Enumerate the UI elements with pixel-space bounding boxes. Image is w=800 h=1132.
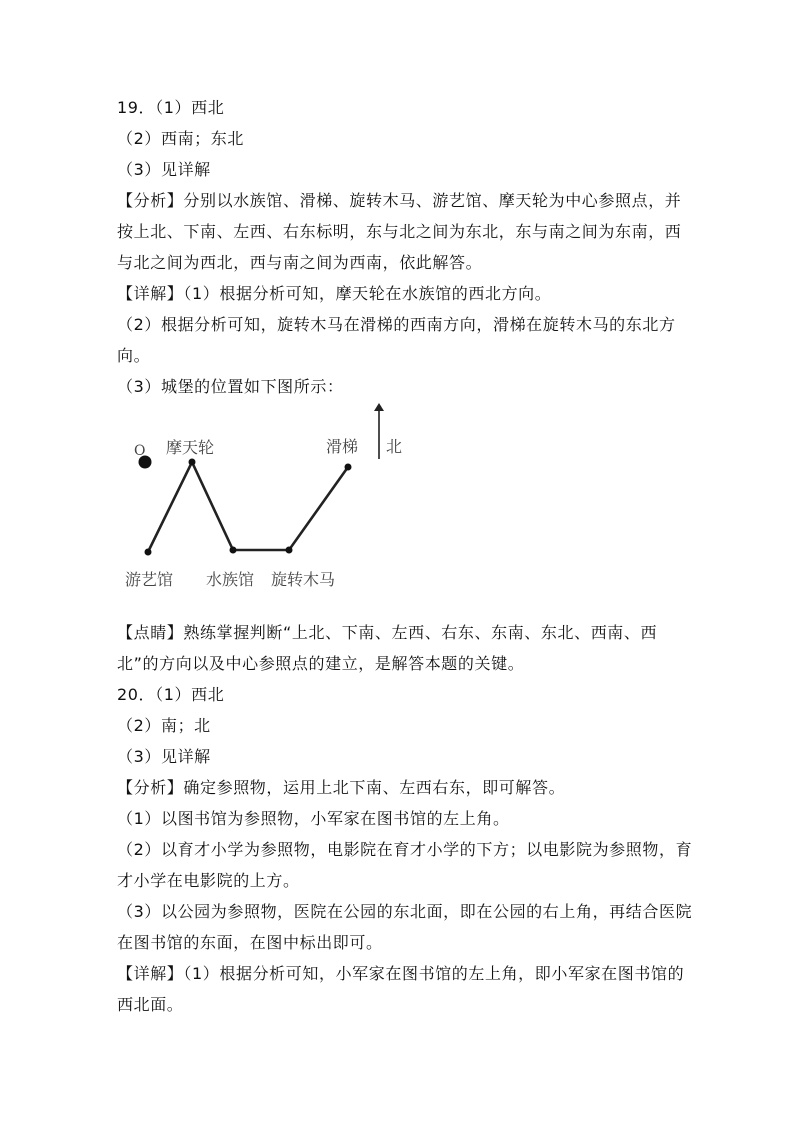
q19-analysis-line-3: 与北之间为西北，西与南之间为西南，依此解答。 [117, 253, 483, 272]
q20-analysis-line-4: 才小学在电影院的上方。 [117, 871, 300, 890]
ferris-wheel-label: 摩天轮 [166, 438, 215, 457]
north-label: 北 [386, 437, 403, 456]
carousel-label: 旋转木马 [271, 570, 336, 589]
route-line [148, 462, 348, 552]
slide-label: 滑梯 [326, 437, 359, 456]
castle-label: O [134, 443, 146, 459]
q19-detail-line-1: 【详解】（1）根据分析可知，摩天轮在水族馆的西北方向。 [117, 284, 552, 303]
q20-answer-1: 20．（1）西北 [117, 685, 225, 704]
q20-analysis-line-3: （2）以育才小学为参照物，电影院在育才小学的下方；以电影院为参照物，育 [117, 840, 693, 859]
q20-analysis-line-2: （1）以图书馆为参照物，小军家在图书馆的左上角。 [117, 809, 510, 828]
q19-answer-1: 19．（1）西北 [117, 98, 225, 117]
q19-detail-line-2: （2）根据分析可知，旋转木马在滑梯的西南方向，滑梯在旋转木马的东北方 [117, 315, 676, 334]
north-arrow-icon [374, 403, 384, 411]
q20-answer-3: （3）见详解 [117, 747, 211, 766]
q19-answer-3: （3）见详解 [117, 160, 211, 179]
slide-point [345, 464, 352, 471]
q19-comment-line-1: 【点睛】熟练掌握判断“上北、下南、左西、右东、东南、东北、西南、西 [117, 623, 658, 642]
q20-answer-2: （2）南；北 [117, 716, 211, 735]
map-diagram [110, 395, 420, 600]
carousel-point [286, 547, 293, 554]
q19-detail-line-3: 向。 [117, 346, 151, 365]
q20-analysis-line-6: 在图书馆的东面，在图中标出即可。 [117, 933, 383, 952]
q20-detail-line-2: 西北面。 [117, 995, 184, 1014]
q19-comment-line-2: 北”的方向以及中心参照点的建立，是解答本题的关键。 [117, 654, 525, 673]
q19-detail-line-4: （3）城堡的位置如下图所示： [117, 377, 344, 396]
q19-analysis-line-1: 【分析】分别以水族馆、滑梯、旋转木马、游艺馆、摩天轮为中心参照点，并 [117, 191, 682, 210]
q20-analysis-line-5: （3）以公园为参照物，医院在公园的东北面，即在公园的右上角，再结合医院 [117, 902, 693, 921]
arcade-point [145, 549, 152, 556]
aquarium-label: 水族馆 [206, 570, 255, 589]
q19-answer-2: （2）西南；东北 [117, 129, 244, 148]
aquarium-point [230, 547, 237, 554]
arcade-label: 游艺馆 [125, 570, 174, 589]
ferris-wheel-point [189, 459, 196, 466]
q20-analysis-line-1: 【分析】确定参照物，运用上北下南、左西右东，即可解答。 [117, 778, 566, 797]
q20-detail-line-1: 【详解】（1）根据分析可知，小军家在图书馆的左上角，即小军家在图书馆的 [117, 964, 685, 983]
q19-analysis-line-2: 按上北、下南、左西、右东标明，东与北之间为东北，东与南之间为东南，西 [117, 222, 682, 241]
